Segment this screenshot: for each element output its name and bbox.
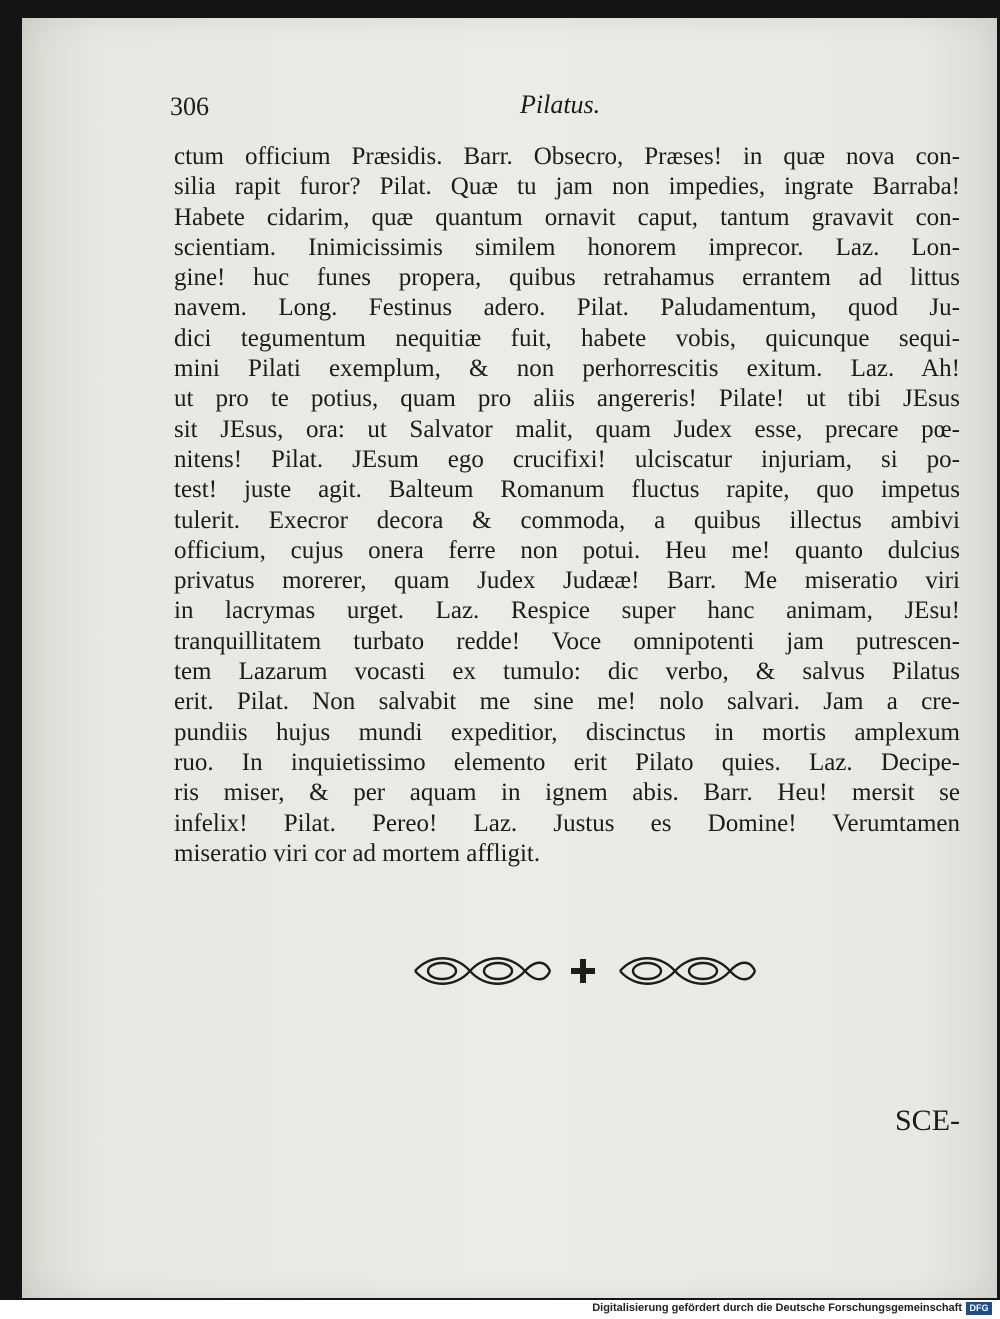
catchword: SCE-	[895, 1104, 961, 1137]
text-line: ruo. In inquietissimo elemento erit Pilato quies. Laz. Decipe-	[174, 748, 960, 776]
text-line: ris miser, & per aquam in ignem abis. Barr. Heu! mersit se	[174, 779, 960, 807]
text-line: pundiis hujus mundi expeditior, discinctus in mortis amplexum	[174, 718, 960, 746]
main-text	[174, 142, 960, 869]
text-line: mini Pilati exemplum, & non perhorrescitis exitum. Laz. Ah!	[174, 355, 960, 383]
text-line: gine! huc funes propera, quibus retrahamus errantem ad littus	[174, 264, 960, 292]
text-line: Habete cidarim, quæ quantum ornavit caput, tantum gravavit con-	[174, 203, 960, 231]
text-line: ctum officium Præsidis. Barr. Obsecro, Præses! in quæ nova con-	[174, 143, 960, 170]
text-line: dici tegumentum nequitiæ fuit, habete vobis, quicunque sequi-	[174, 324, 960, 352]
text-line: infelix! Pilat. Pereo! Laz. Justus es Domine! Verumtamen	[174, 809, 960, 837]
text-line: navem. Long. Festinus adero. Pilat. Paludamentum, quod Ju-	[174, 294, 960, 322]
text-line: miseratio viri cor ad mortem affligit.	[174, 839, 541, 867]
dfg-logo: DFG	[966, 1302, 992, 1315]
text-line: test! juste agit. Balteum Romanum fluctus rapite, quo impetus	[174, 476, 960, 504]
text-line: privatus morerer, quam Judex Judææ! Barr. Me miseratio viri	[174, 567, 960, 595]
running-title: Pilatus.	[520, 90, 601, 119]
text-line: tulerit. Execror decora & commoda, a quibus illectus ambivi	[174, 506, 960, 534]
text-line: scientiam. Inimicissimis similem honorem imprecor. Laz. Lon-	[174, 233, 960, 261]
text-line: tem Lazarum vocasti ex tumulo: dic verbo, & salvus Pilatus	[174, 658, 960, 686]
text-line: in lacrymas urget. Laz. Respice super hanc animam, JEsu!	[174, 597, 960, 625]
digitization-credit: Digitalisierung gefördert durch die Deutsche Forschungsgemeinschaft	[592, 1302, 962, 1314]
text-line: silia rapit furor? Pilat. Quæ tu jam non impedies, ingrate Barraba!	[174, 173, 960, 201]
text-line: tranquillitatem turbato redde! Voce omnipotenti jam putrescen-	[174, 627, 960, 655]
text-line: sit JEsus, ora: ut Salvator malit, quam Judex esse, precare pœ-	[174, 415, 960, 443]
text-line: erit. Pilat. Non salvabit me sine me! nolo salvari. Jam a cre-	[174, 688, 960, 716]
page-number: 306	[170, 92, 209, 121]
text-line: nitens! Pilat. JEsum ego crucifixi! ulciscatur injuriam, si po-	[174, 445, 960, 473]
printer-ornament	[410, 948, 760, 994]
text-line: ut pro te potius, quam pro aliis angereris! Pilate! ut tibi JEsus	[174, 385, 960, 413]
text-line: officium, cujus onera ferre non potui. Heu me! quanto dulcius	[174, 536, 960, 564]
